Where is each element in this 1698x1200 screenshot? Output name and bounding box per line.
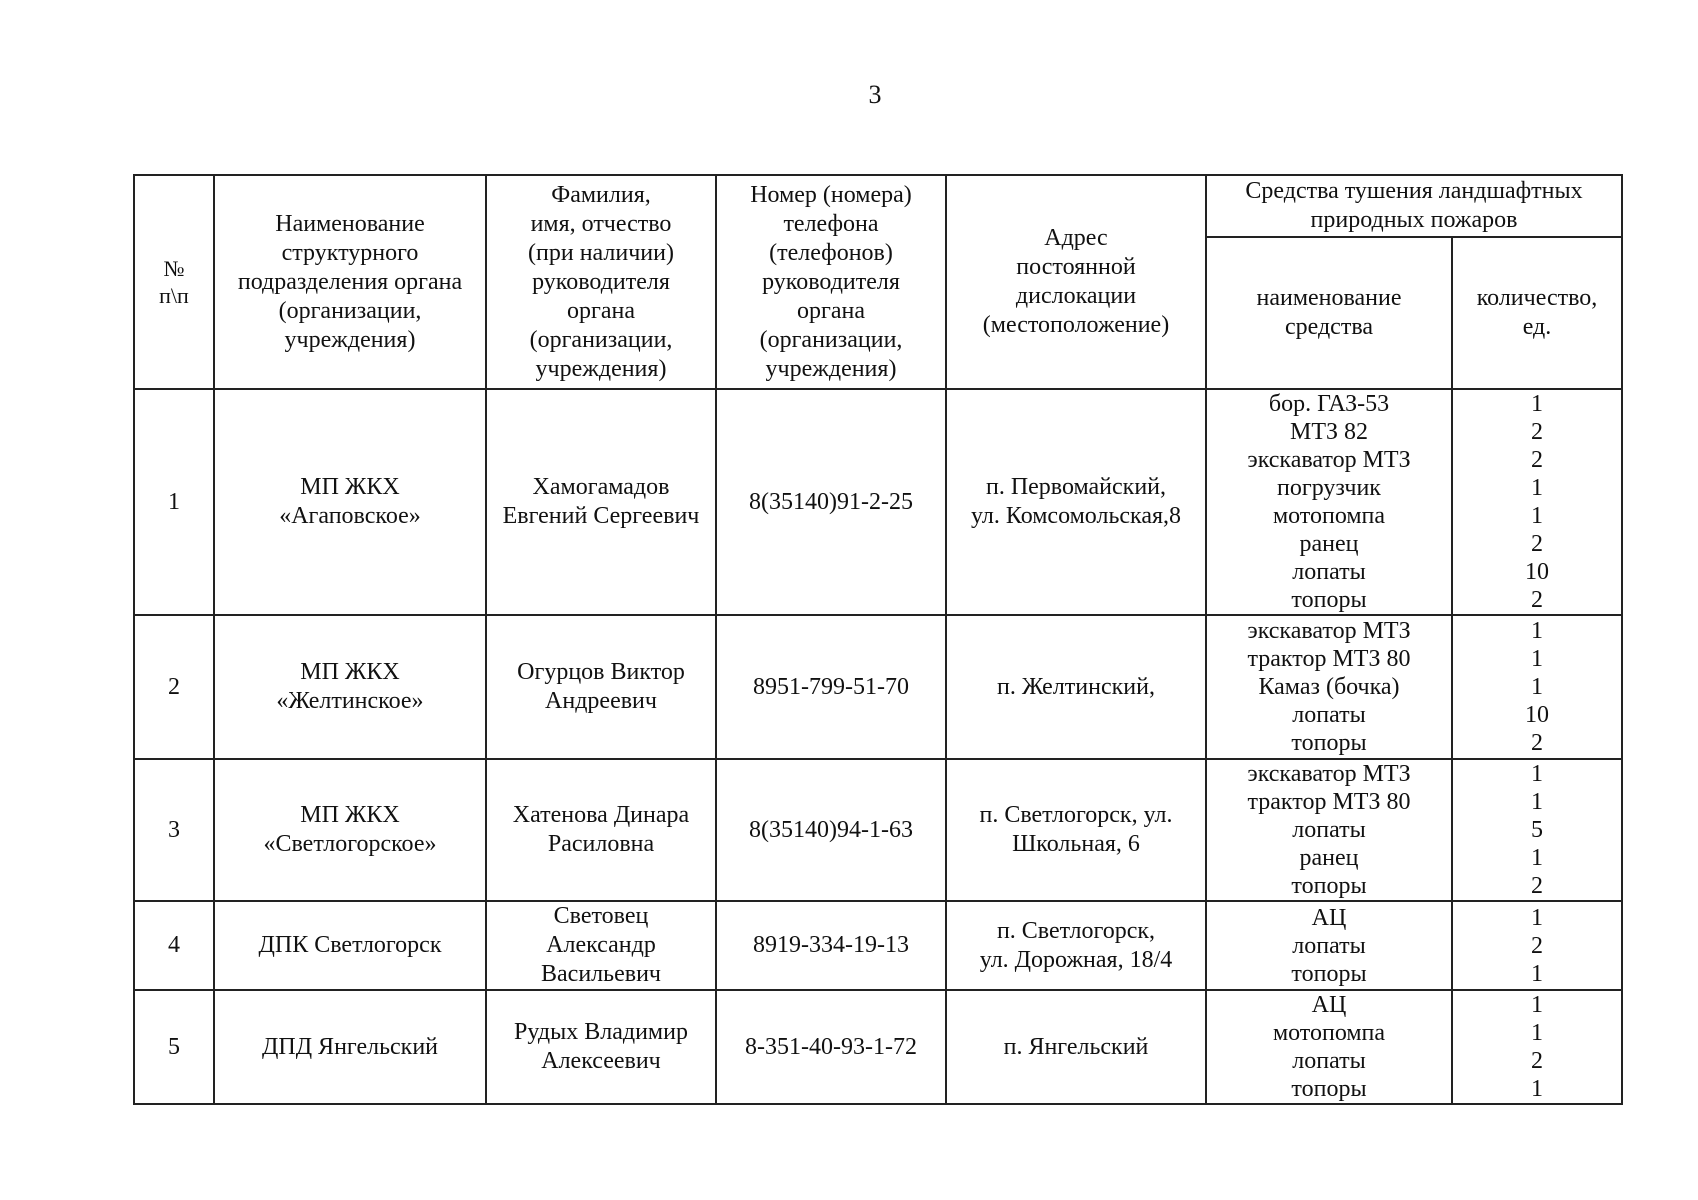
row-means-list [1206, 901, 1452, 990]
means-item: мотопомпа [1272, 1020, 1386, 1046]
means-item: лопаты [1292, 702, 1366, 728]
row-address: п. Светлогорск, ул. Дорожная, 18/4 [946, 901, 1206, 990]
means-item: бор. ГАЗ-53 [1268, 391, 1390, 417]
row-address: п. Первомайский, ул. Комсомольская,8 [946, 389, 1206, 615]
row-address: п. Желтинский, [946, 615, 1206, 759]
row-num: 2 [134, 615, 214, 759]
table-row [134, 615, 1622, 759]
qty-item: 1 [1531, 503, 1543, 529]
means-item: лопаты [1292, 559, 1366, 585]
row-qty-list [1452, 615, 1622, 759]
means-item: ранец [1299, 531, 1359, 557]
qty-item: 1 [1531, 618, 1543, 644]
table-body [134, 389, 1622, 1104]
table-header [134, 175, 1622, 389]
row-num: 5 [134, 990, 214, 1104]
means-item: топоры [1291, 873, 1367, 899]
row-unit-name: ДПК Светлогорск [214, 901, 486, 990]
qty-item: 2 [1531, 587, 1543, 613]
qty-item: 1 [1531, 391, 1543, 417]
table-row [134, 389, 1622, 615]
means-item: топоры [1291, 960, 1367, 987]
header-unit-name: Наименование структурного подразделения органа (организации, учреждения) [214, 175, 486, 389]
qty-item: 1 [1531, 475, 1543, 501]
header-head-name: Фамилия, имя, отчество (при наличии) руководителя органа (организации, учреждения) [486, 175, 716, 389]
row-num: 3 [134, 759, 214, 901]
means-item: трактор МТЗ 80 [1247, 789, 1411, 815]
qty-item: 2 [1531, 1048, 1543, 1074]
row-qty-list [1452, 901, 1622, 990]
means-item: лопаты [1292, 1048, 1366, 1074]
qty-item: 1 [1531, 960, 1543, 987]
row-head-name: Хамогамадов Евгений Сергеевич [486, 389, 716, 615]
qty-item: 5 [1531, 817, 1543, 843]
means-item: АЦ [1311, 992, 1347, 1018]
qty-item: 1 [1531, 761, 1543, 787]
header-means-group: Средства тушения ландшафтных природных пожаров [1206, 175, 1622, 237]
table-row [134, 759, 1622, 901]
row-means-list [1206, 615, 1452, 759]
page-number: 3 [868, 80, 882, 109]
qty-item: 1 [1531, 789, 1543, 815]
means-item: лопаты [1292, 932, 1366, 959]
qty-item: 2 [1531, 730, 1543, 756]
row-head-name: Хатенова Динара Расиловна [486, 759, 716, 901]
means-item: трактор МТЗ 80 [1247, 646, 1411, 672]
row-unit-name: МП ЖКХ «Желтинское» [214, 615, 486, 759]
qty-item: 2 [1531, 531, 1543, 557]
qty-item: 1 [1531, 1020, 1543, 1046]
means-item: топоры [1291, 587, 1367, 613]
row-phone: 8-351-40-93-1-72 [716, 990, 946, 1104]
qty-item: 1 [1531, 1076, 1543, 1102]
header-num: № п\п [134, 175, 214, 389]
qty-item: 10 [1525, 702, 1549, 728]
qty-item: 1 [1531, 646, 1543, 672]
row-means-list [1206, 389, 1452, 615]
means-item: МТЗ 82 [1289, 419, 1369, 445]
qty-item: 2 [1531, 419, 1543, 445]
means-item: лопаты [1292, 817, 1366, 843]
header-means-name: наименование средства [1206, 237, 1452, 389]
table-row [134, 901, 1622, 990]
row-phone: 8(35140)91-2-25 [716, 389, 946, 615]
fire-means-table [133, 174, 1623, 1105]
qty-item: 1 [1531, 845, 1543, 871]
header-phone: Номер (номера) телефона (телефонов) руководителя органа (организации, учреждения) [716, 175, 946, 389]
qty-item: 1 [1531, 674, 1543, 700]
qty-item: 2 [1531, 873, 1543, 899]
row-head-name: Рудых Владимир Алексеевич [486, 990, 716, 1104]
means-item: топоры [1291, 1076, 1367, 1102]
row-phone: 8(35140)94-1-63 [716, 759, 946, 901]
means-item: экскаватор МТЗ [1247, 761, 1411, 787]
row-means-list [1206, 759, 1452, 901]
row-num: 4 [134, 901, 214, 990]
row-num: 1 [134, 389, 214, 615]
row-address: п. Янгельский [946, 990, 1206, 1104]
row-address: п. Светлогорск, ул. Школьная, 6 [946, 759, 1206, 901]
means-item: мотопомпа [1272, 503, 1386, 529]
row-phone: 8919-334-19-13 [716, 901, 946, 990]
row-phone: 8951-799-51-70 [716, 615, 946, 759]
means-item: экскаватор МТЗ [1247, 447, 1411, 473]
qty-item: 1 [1531, 992, 1543, 1018]
row-head-name: Световец Александр Васильевич [486, 901, 716, 990]
header-address: Адрес постоянной дислокации (местоположение) [946, 175, 1206, 389]
row-qty-list [1452, 389, 1622, 615]
header-means-qty: количество, ед. [1452, 237, 1622, 389]
means-item: Камаз (бочка) [1258, 674, 1400, 700]
means-item: экскаватор МТЗ [1247, 618, 1411, 644]
qty-item: 10 [1525, 559, 1549, 585]
row-head-name: Огурцов Виктор Андреевич [486, 615, 716, 759]
qty-item: 2 [1531, 447, 1543, 473]
means-item: погрузчик [1277, 475, 1381, 501]
means-item: ранец [1299, 845, 1359, 871]
row-unit-name: МП ЖКХ «Агаповское» [214, 389, 486, 615]
row-means-list [1206, 990, 1452, 1104]
means-item: топоры [1291, 730, 1367, 756]
means-item: АЦ [1311, 904, 1347, 931]
table-row [134, 990, 1622, 1104]
qty-item: 1 [1531, 904, 1543, 931]
qty-item: 2 [1531, 932, 1543, 959]
row-unit-name: ДПД Янгельский [214, 990, 486, 1104]
row-unit-name: МП ЖКХ «Светлогорское» [214, 759, 486, 901]
row-qty-list [1452, 759, 1622, 901]
row-qty-list [1452, 990, 1622, 1104]
